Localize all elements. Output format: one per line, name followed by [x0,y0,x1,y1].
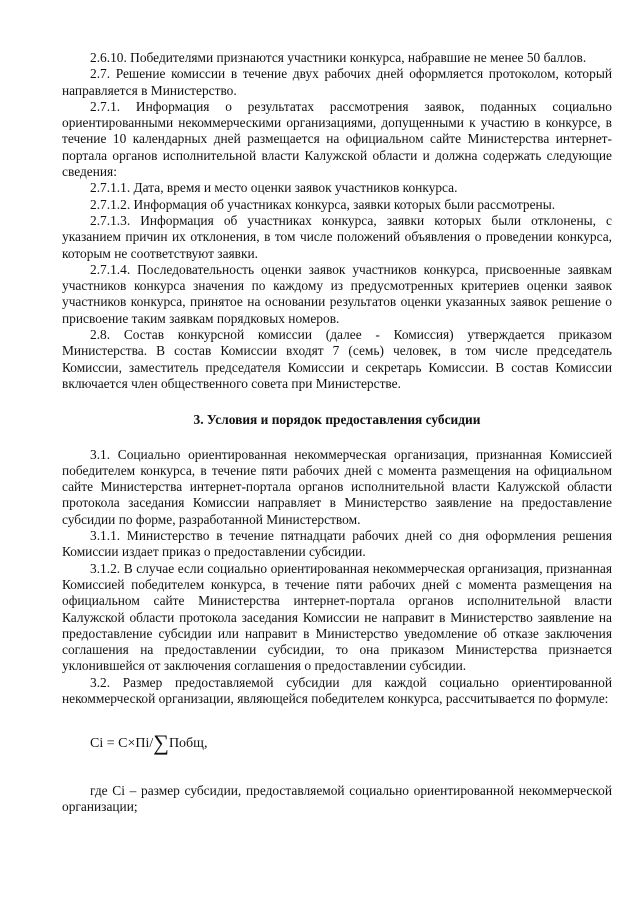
formula-rhs: Побщ, [168,736,208,752]
paragraph-2-7-1-4: 2.7.1.4. Последовательность оценки заявок участников конкурса, присвоенные заявкам участников конкурса значения по каждому из предусмотренных критериев оценки заявок участников конкурса, принятое на основании результатов оценки указанных заявок решение о присвоение таким заявкам порядковых номеров. [62,261,612,326]
paragraph-definition: где Ci – размер субсидии, предоставляемой социально ориентированной некоммерческой организации; [62,782,612,814]
paragraph-2-7-1-1: 2.7.1.1. Дата, время и место оценки заявок участников конкурса. [90,180,458,196]
paragraph-2-7-1-3: 2.7.1.3. Информация об участниках конкурса, заявки которых были отклонены, с указанием причин их отклонения, в том числе положений объявления о проведении конкурса, которым не соответствуют заявки. [62,212,612,261]
paragraph-3-1-1: 3.1.1. Министерство в течение пятнадцати рабочих дней со дня оформления решения Комиссии издает приказ о предоставлении субсидии. [62,528,612,560]
sum-symbol: ∑ [153,730,169,756]
paragraph-2-6-10: 2.6.10. Победителями признаются участники конкурса, набравшие не менее 50 баллов. [90,50,587,65]
paragraph-3-1: 3.1. Социально ориентированная некоммерческая организация, признанная Комиссией победителем конкурса, в течение пяти рабочих дней с момента размещения на официальном сайте Министерства интернет-портала органов исполнительной власти Калужской области протокола заседания Комиссии направляет в Министерство заявление на предоставление субсидии по форме, разработанной Министерством. [62,446,612,527]
section-heading: 3. Условия и порядок предоставления субсидии [193,412,481,428]
paragraph-2-7-1: 2.7.1. Информация о результатах рассмотрения заявок, поданных социально ориентированными некоммерческими организациями, допущенными к участию в конкурсе, в течение 10 календарных дней размещается на официальном сайте Министерства интернет-портала органов исполнительной власти Калужской области и должна содержать следующие сведения: [62,98,612,180]
paragraph-3-2: 3.2. Размер предоставляемой субсидии для каждой социально ориентированной некоммерческой организации, являющейся победителем конкурса, рассчитывается по формуле: [62,674,612,706]
paragraph-2-7-1-2: 2.7.1.2. Информация об участниках конкурса, заявки которых были рассмотрены. [90,196,556,212]
document-page [62,50,612,815]
formula-lhs: Ci = C×Пi/ [90,736,154,752]
paragraph-2-7: 2.7. Решение комиссии в течение двух рабочих дней оформляется протоколом, который направляется в Министерство. [62,66,612,98]
subsidy-formula [90,730,612,756]
paragraph-2-8: 2.8. Состав конкурсной комиссии (далее - Комиссия) утверждается приказом Министерства. В состав Комиссии входят 7 (семь) человек, в том числе председатель Комиссии, заместитель председателя Комиссии и секретарь Комиссии. В состав Комиссии включается член общественного совета при Министерстве. [62,327,612,391]
paragraph-3-1-2: 3.1.2. В случае если социально ориентированная некоммерческая организация, признанная Комиссией победителем конкурса, в течение пяти рабочих дней с момента размещения на официальном сайте Министерства интернет-портала органов исполнительной власти Калужской области протокола заседания Комиссии не направит в Министерство заявление на предоставление субсидии или направит в Министерство уведомление об отказе заключения соглашения на предоставлении субсидии, то она приказом Министерства признается уклонившейся от заключения соглашения о предоставлении субсидии. [62,560,612,674]
